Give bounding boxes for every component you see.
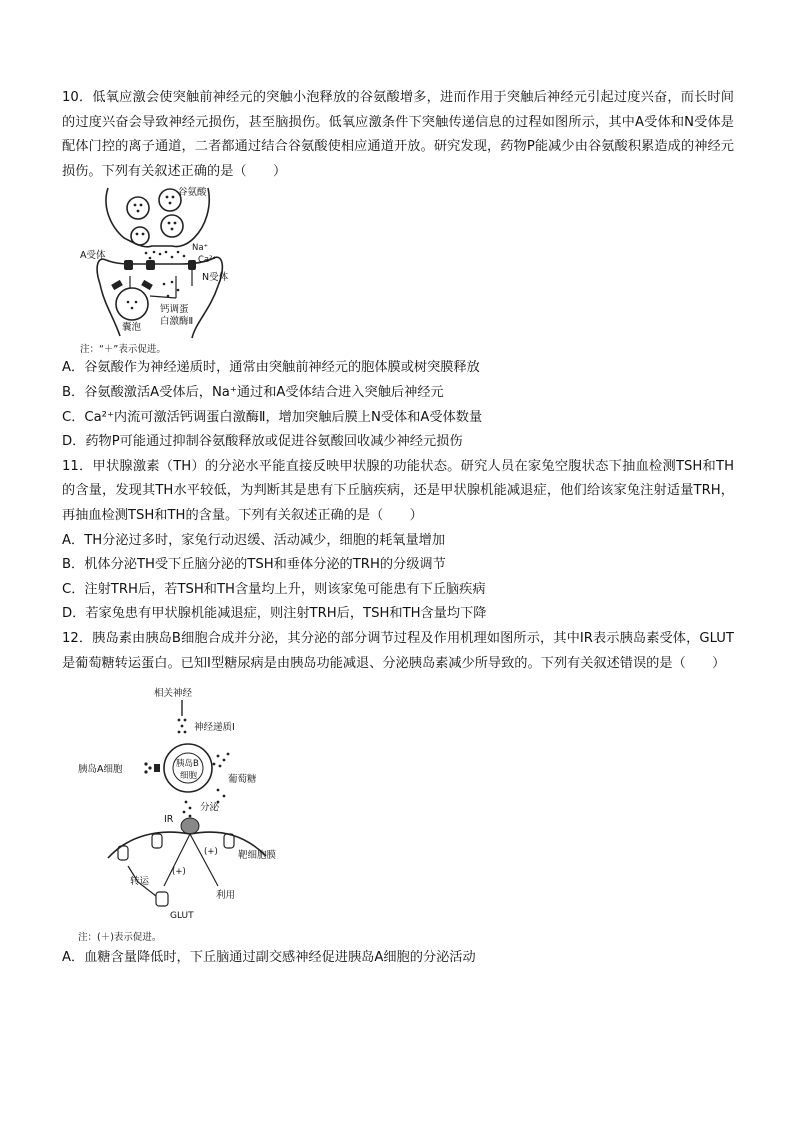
label-transmitter: 神经递质Ⅰ [194,722,235,734]
label-vesicle: 囊泡 [122,322,142,334]
label-b-cell-1: 胰岛B [176,759,199,770]
label-ir: IR [164,814,174,826]
label-kinase: 白激酶Ⅱ [160,316,194,328]
question-11-option-a: A．TH分泌过多时，家兔行动迟缓、活动减少，细胞的耗氧量增加 [62,532,446,548]
question-10-option-b: B．谷氨酸激活A受体后，Na⁺通过和A受体结合进入突触后神经元 [62,384,444,400]
synapse-figure [80,186,240,356]
question-11-stem: 11．甲状腺激素（TH）的分泌水平能直接反映甲状腺的功能状态。研究人员在家兔空腹状态下抽血检测TSH和TH的含量，发现其TH水平较低，为判断其是患有下丘脑疾病，还是甲状腺机能减退症，他们给该家兔注射适量TRH，再抽血检测TSH和TH的含量。下列有关叙述正确的是（ ） [62,458,734,523]
label-plus-left: (+) [172,867,186,878]
question-10-option-a: A．谷氨酸作为神经递质时，通常由突触前神经元的胞体膜或树突膜释放 [62,360,480,376]
label-glucose: 葡萄糖 [228,774,257,786]
label-secrete: 分泌 [200,802,220,814]
label-nerve: 相关神经 [154,688,193,700]
question-11-option-c: C．注射TRH后，若TSH和TH含量均上升，则该家兔可能患有下丘脑疾病 [62,581,486,597]
label-glutamate: 谷氨酸 [178,187,207,199]
label-plus-right: (+) [204,847,218,858]
label-na: Na⁺ [192,243,209,254]
insulin-figure [78,686,328,946]
question-12-stem: 12．胰岛素由胰岛B细胞合成并分泌，其分泌的部分调节过程及作用机理如图所示，其中IR表示胰岛素受体，GLUT是葡萄糖转运蛋白。已知Ⅰ型糖尿病是由胰岛功能减退、分泌胰岛素减少所导致的。下列有关叙述错误的是（ ） [62,630,734,671]
figure-2-note: 注：(＋)表示促进。 [78,932,162,944]
question-10-option-c: C．Ca²⁺内流可激活钙调蛋白激酶Ⅱ，增加突触后膜上N受体和A受体数量 [62,409,483,425]
question-12-option-a: A．血糖含量降低时，下丘脑通过副交感神经促进胰岛A细胞的分泌活动 [62,950,476,966]
label-use: 利用 [216,890,236,902]
question-10-stem: 10．低氧应激会使突触前神经元的突触小泡释放的谷氨酸增多，进而作用于突触后神经元引起过度兴奋，而长时间的过度兴奋会导致神经元损伤，甚至脑损伤。低氧应激条件下突触传递信息的过程如图所示，其中A受体和N受体是配体门控的离子通道，二者都通过结合谷氨酸使相应通道开放。研究发现，药物P能减少由谷氨酸积累造成的神经元损伤。下列有关叙述正确的是（ ） [62,90,734,179]
label-glut: GLUT [170,911,194,922]
label-a-cell: 胰岛A细胞 [78,764,123,776]
exam-page [62,86,734,971]
label-b-cell-2: 细胞 [180,771,198,782]
label-membrane: 靶细胞膜 [238,850,277,862]
label-a-receptor: A受体 [80,250,106,262]
figure-1-note: 注：“＋”表示促进。 [80,344,166,356]
label-calmodulin: 钙调蛋 [160,304,189,316]
question-11-option-d: D．若家兔患有甲状腺机能减退症，则注射TRH后，TSH和TH含量均下降 [62,606,487,622]
question-10-option-d: D．药物P可能通过抑制谷氨酸释放或促进谷氨酸回收减少神经元损伤 [62,434,463,450]
question-11-option-b: B．机体分泌TH受下丘脑分泌的TSH和垂体分泌的TRH的分级调节 [62,557,446,573]
label-transport: 转运 [130,876,150,888]
label-ca: Ca²⁺ [198,255,218,266]
label-n-receptor: N受体 [202,272,229,284]
